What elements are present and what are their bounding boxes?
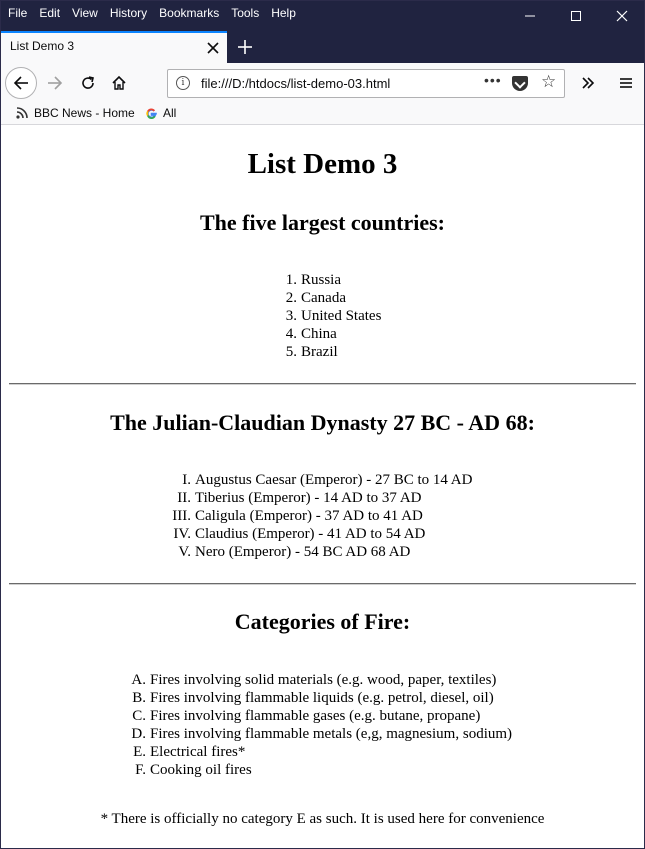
list-item: D. Fires involving flammable metals (e,g, magnesium, sodium)	[131, 726, 513, 742]
footnote: * There is officially no category E as such. It is used here for convenience	[100, 811, 545, 827]
new-tab-button[interactable]	[231, 31, 259, 63]
tab-list-demo-3[interactable]	[1, 31, 227, 63]
tab-strip	[1, 31, 644, 63]
bookmark-bbc-news[interactable]	[15, 106, 135, 120]
bookmark-all[interactable]	[145, 106, 176, 120]
menu-view[interactable]: View	[72, 6, 98, 20]
rss-icon	[15, 106, 29, 120]
heading-julian-claudian: The Julian-Claudian Dynasty 27 BC - AD 68:	[110, 410, 535, 435]
heading-categories-of-fire: Categories of Fire:	[234, 609, 411, 634]
maximize-button[interactable]	[553, 1, 599, 31]
plus-icon	[237, 39, 253, 55]
arrow-right-icon	[47, 75, 63, 91]
countries-list	[281, 271, 381, 361]
tab-title: List Demo 3	[10, 39, 75, 53]
url-text[interactable]: file:///D:/htdocs/list-demo-03.html	[201, 76, 391, 91]
list-item: III. Caligula (Emperor) - 37 AD to 41 AD	[172, 508, 423, 524]
list-item: A. Fires involving solid materials (e.g. wood, paper, textiles)	[131, 672, 497, 688]
arrow-left-icon	[13, 75, 29, 91]
google-icon	[145, 107, 158, 120]
list-item: F. Cooking oil fires	[135, 762, 252, 778]
minimize-button[interactable]	[507, 1, 553, 31]
home-icon	[111, 75, 127, 91]
pocket-icon[interactable]	[512, 76, 528, 91]
nav-toolbar	[1, 63, 644, 103]
menu-help[interactable]: Help	[271, 6, 296, 20]
list-item: 3. United States	[285, 308, 382, 324]
tab-close-button[interactable]	[207, 36, 219, 59]
list-item: C. Fires involving flammable gases (e.g. butane, propane)	[132, 708, 481, 724]
menu-button[interactable]	[611, 68, 641, 98]
home-button[interactable]	[104, 68, 134, 98]
list-item: I. Augustus Caesar (Emperor) - 27 BC to 14 AD	[182, 472, 473, 488]
list-item: 5. Brazil	[285, 344, 338, 360]
menu-bar	[1, 1, 644, 31]
list-item: IV. Claudius (Emperor) - 41 AD to 54 AD	[173, 526, 426, 542]
bookmark-label: All	[163, 106, 177, 120]
page-content	[1, 126, 644, 849]
fire-categories-list	[127, 671, 512, 779]
list-item: B. Fires involving flammable liquids (e.g. petrol, diesel, oil)	[132, 690, 494, 706]
list-item: V. Nero (Emperor) - 54 BC AD 68 AD	[178, 544, 411, 560]
list-item: 1. Russia	[285, 272, 342, 288]
close-icon	[207, 42, 219, 54]
heading-largest-countries: The five largest countries:	[200, 210, 445, 235]
reload-button[interactable]	[73, 68, 103, 98]
divider	[9, 383, 636, 385]
menu-edit[interactable]: Edit	[39, 6, 61, 20]
bookmark-label: BBC News - Home	[34, 106, 135, 120]
star-icon[interactable]: ☆	[541, 72, 557, 91]
chevron-double-right-icon	[581, 76, 595, 90]
list-item: 4. China	[285, 326, 337, 342]
menu-history[interactable]: History	[109, 6, 148, 20]
forward-button[interactable]	[40, 68, 70, 98]
bookmarks-bar	[1, 103, 644, 125]
overflow-button[interactable]	[573, 68, 603, 98]
menu-bookmarks[interactable]: Bookmarks	[159, 6, 220, 20]
menu	[2, 1, 302, 25]
reload-icon	[80, 75, 96, 91]
close-icon	[616, 10, 628, 22]
url-bar[interactable]	[167, 69, 565, 98]
dynasty-list	[164, 471, 472, 561]
menu-tools[interactable]: Tools	[231, 6, 260, 20]
back-button[interactable]	[5, 67, 37, 99]
divider	[9, 583, 636, 585]
info-icon[interactable]: i	[176, 76, 190, 90]
minimize-icon	[524, 10, 536, 22]
hamburger-icon	[619, 76, 633, 90]
maximize-icon	[570, 10, 582, 22]
page-actions-icon[interactable]: •••	[484, 72, 502, 88]
list-item: II. Tiberius (Emperor) - 14 AD to 37 AD	[177, 490, 422, 506]
close-window-button[interactable]	[599, 1, 645, 31]
menu-file[interactable]: File	[8, 6, 28, 20]
list-item: E. Electrical fires*	[133, 744, 246, 760]
list-item: 2. Canada	[285, 290, 346, 306]
page-title: List Demo 3	[247, 148, 398, 180]
